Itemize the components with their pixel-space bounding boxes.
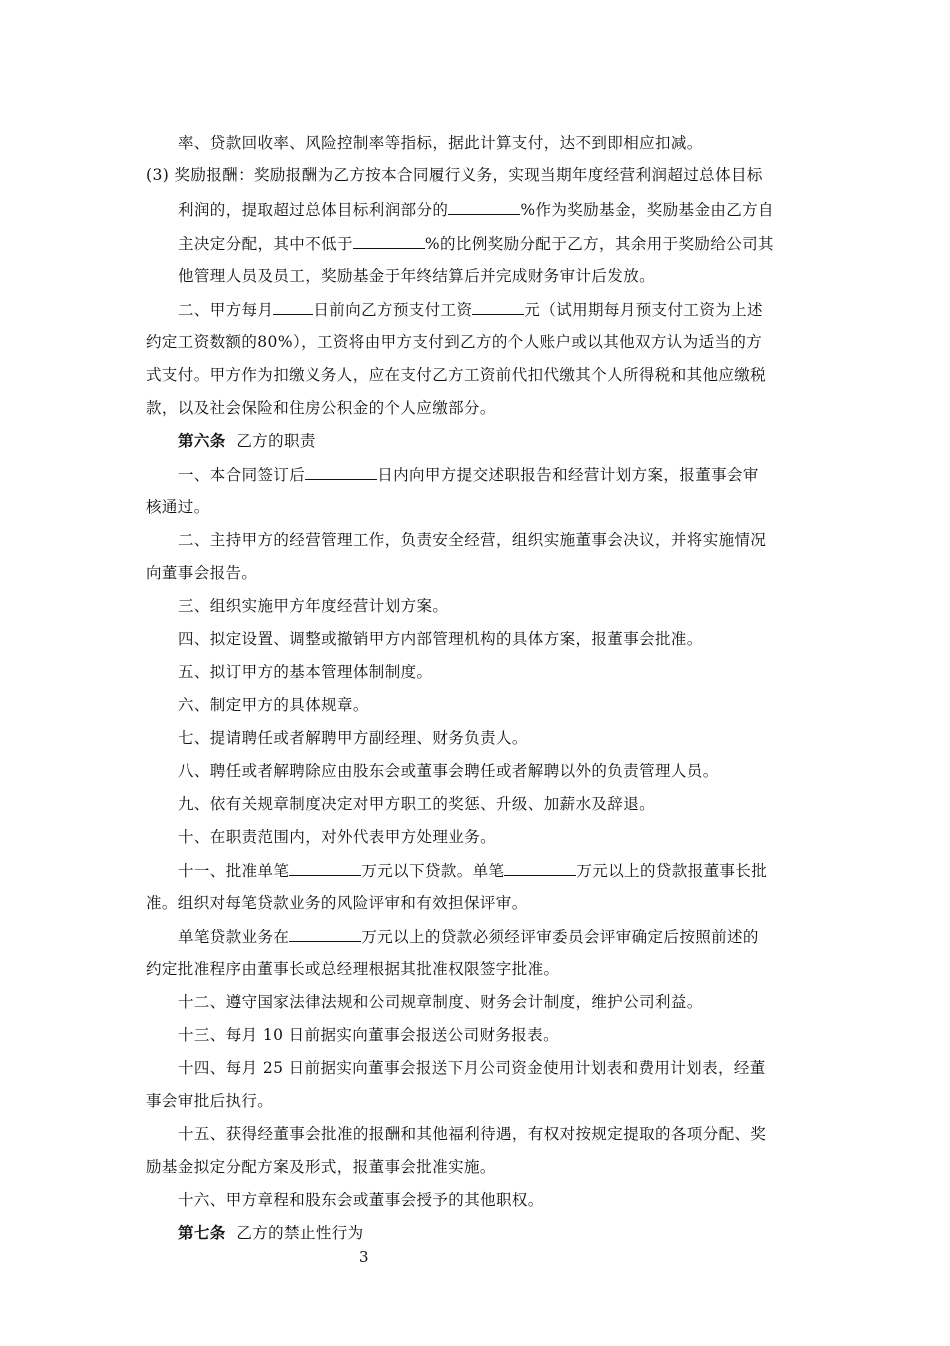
fill-blank[interactable] (289, 925, 361, 942)
text-line: 九、依有关规章制度决定对甲方职工的奖惩、升级、加薪水及辞退。 (178, 795, 656, 813)
text-line: 二、甲方每月 日前向乙方预支付工资 元（试用期每月预支付工资为上述 (178, 298, 763, 321)
fill-blank[interactable] (289, 859, 361, 876)
fill-blank[interactable] (472, 298, 524, 315)
text-line: 十、在职责范围内，对外代表甲方处理业务。 (178, 828, 497, 846)
text-line: 十二、遵守国家法律法规和公司规章制度、财务会计制度，维护公司利益。 (178, 993, 703, 1011)
text-line: 向董事会报告。 (146, 564, 258, 582)
text-line: 十三、每月 10 日前据实向董事会报送公司财务报表。 (178, 1026, 559, 1044)
article-heading: 第六条 乙方的职责 (178, 431, 316, 450)
text-line: 十六、甲方章程和股东会或董事会授予的其他职权。 (178, 1191, 544, 1209)
text-line: 准。组织对每笔贷款业务的风险评审和有效担保评审。 (146, 894, 528, 912)
text-line: 主决定分配，其中不低于 %的比例奖励分配于乙方，其余用于奖励给公司其 (178, 232, 774, 255)
text-line: 事会审批后执行。 (146, 1092, 274, 1110)
text-line: 一、本合同签订后 日内向甲方提交述职报告和经营计划方案，报董事会审 (178, 463, 759, 486)
text-line: (3) 奖励报酬：奖励报酬为乙方按本合同履行义务，实现当期年度经营利润超过总体目标 (146, 166, 763, 184)
text-line: 他管理人员及员工，奖励基金于年终结算后并完成财务审计后发放。 (178, 267, 656, 285)
text-line: 约定工资数额的80%），工资将由甲方支付到乙方的个人账户或以其他双方认为适当的方 (146, 333, 763, 351)
text-line: 率、贷款回收率、风险控制率等指标，据此计算支付，达不到即相应扣减。 (178, 134, 703, 152)
text-line: 单笔贷款业务在 万元以上的贷款必须经评审委员会评审确定后按照前述的 (178, 925, 759, 948)
text-line: 八、聘任或者解聘除应由股东会或董事会聘任或者解聘以外的负责管理人员。 (178, 762, 719, 780)
text-line: 约定批准程序由董事长或总经理根据其批准权限签字批准。 (146, 960, 560, 978)
fill-blank[interactable] (448, 198, 520, 215)
text-line: 款，以及社会保险和住房公积金的个人应缴部分。 (146, 399, 496, 417)
text-line: 二、主持甲方的经营管理工作，负责安全经营，组织实施董事会决议，并将实施情况 (178, 531, 767, 549)
text-line: 十四、每月 25 日前据实向董事会报送下月公司资金使用计划表和费用计划表，经董 (178, 1059, 766, 1077)
fill-blank[interactable] (353, 232, 425, 249)
fill-blank[interactable] (305, 463, 377, 480)
text-line: 五、拟订甲方的基本管理体制制度。 (178, 663, 433, 681)
text-line: 七、提请聘任或者解聘甲方副经理、财务负责人。 (178, 729, 528, 747)
text-line: 十五、获得经董事会批准的报酬和其他福利待遇，有权对按规定提取的各项分配、奖 (178, 1125, 767, 1143)
fill-blank[interactable] (504, 859, 576, 876)
text-line: 利润的，提取超过总体目标利润部分的 %作为奖励基金，奖励基金由乙方自 (178, 198, 774, 221)
text-line: 式支付。甲方作为扣缴义务人，应在支付乙方工资前代扣代缴其个人所得税和其他应缴税 (146, 366, 767, 384)
text-line: 六、制定甲方的具体规章。 (178, 696, 369, 714)
text-line: 核通过。 (146, 498, 210, 516)
article-heading: 第七条 乙方的禁止性行为 (178, 1223, 364, 1242)
page-number: 3 (359, 1248, 369, 1266)
fill-blank[interactable] (273, 298, 313, 315)
text-line: 四、拟定设置、调整或撤销甲方内部管理机构的具体方案，报董事会批准。 (178, 630, 703, 648)
text-line: 三、组织实施甲方年度经营计划方案。 (178, 597, 449, 615)
text-line: 励基金拟定分配方案及形式，报董事会批准实施。 (146, 1158, 496, 1176)
text-line: 十一、批准单笔 万元以下贷款。单笔 万元以上的贷款报董事长批 (178, 859, 767, 882)
